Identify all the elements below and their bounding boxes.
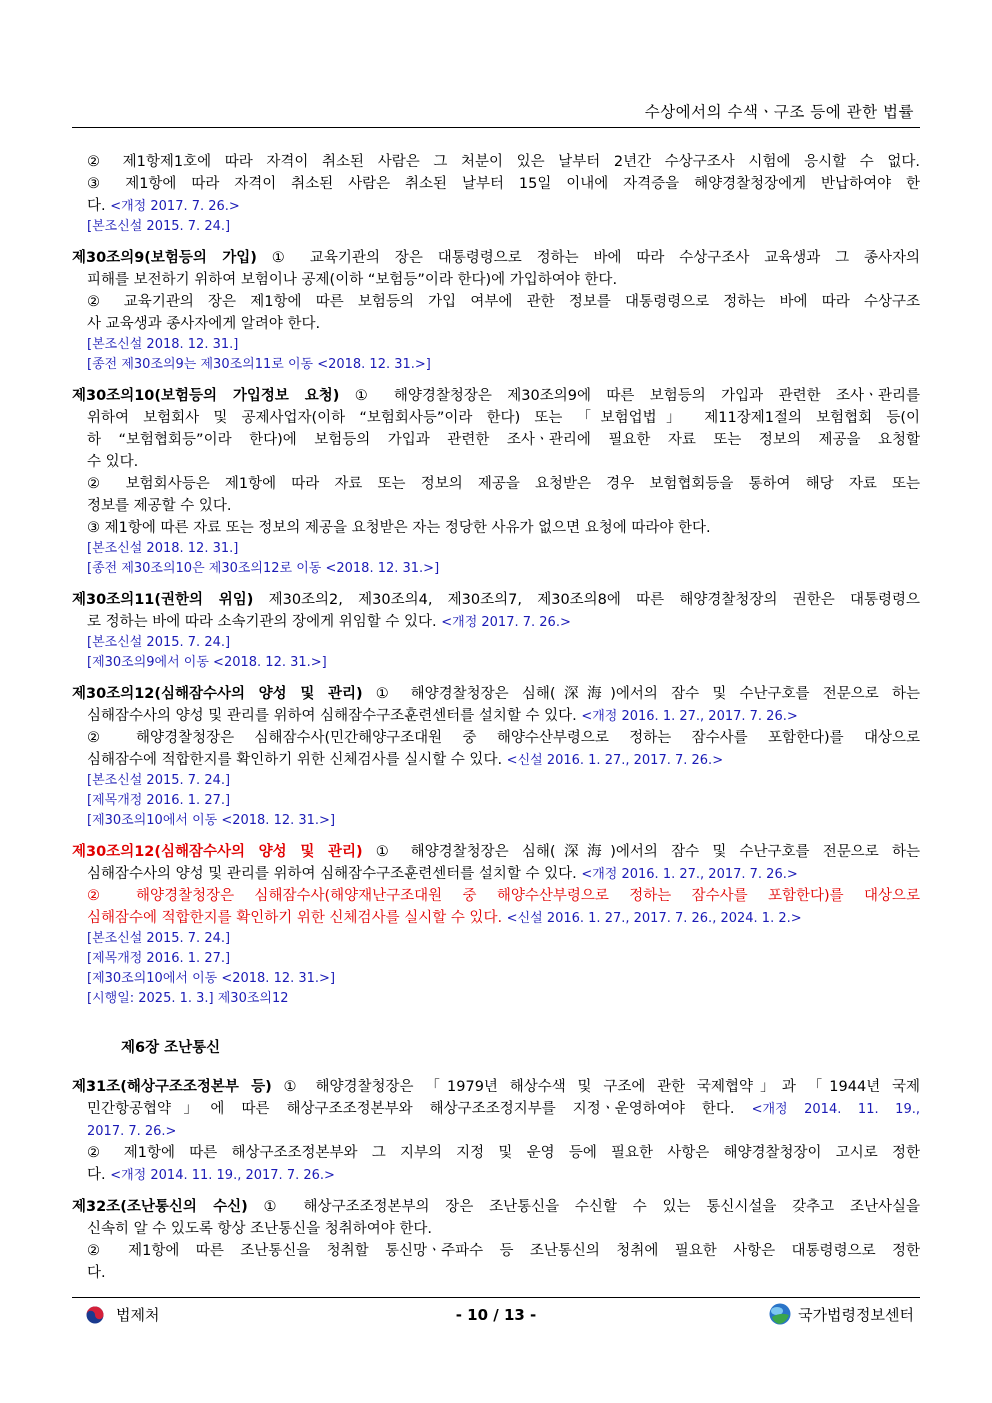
line-text: 다. xyxy=(87,198,111,214)
line-text: 심해잠수사의 양성 및 관리를 위하여 심해잠수구조훈련센터를 설치할 수 있다. xyxy=(87,866,582,882)
line-text: [시행일: 2025. 1. 3.] 제30조의12 xyxy=(87,991,289,1006)
line-text: [본조신설 2015. 7. 24.] xyxy=(87,219,231,234)
line-text: ① 해양경찰청장은 「1979년 해상수색 및 구조에 관한 국제협약」과 「1944년 국제 xyxy=(271,1079,920,1095)
line-text: 심해잠수사의 양성 및 관리를 위하여 심해잠수구조훈련센터를 설치할 수 있다. xyxy=(87,708,582,724)
line-text: [본조신설 2015. 7. 24.] xyxy=(87,931,231,946)
footer-center-label: 국가법령정보센터 xyxy=(798,1305,914,1324)
footer-publisher-label: 법제처 xyxy=(116,1306,160,1324)
line-text: 사 교육생과 종사자에게 알려야 한다. xyxy=(87,316,321,332)
text-line xyxy=(72,451,920,473)
amendment-note: <신설 2016. 1. 27., 2017. 7. 26., 2024. 1. 2.> xyxy=(506,911,802,926)
globe-logo-icon xyxy=(768,1302,792,1326)
text-line xyxy=(72,517,920,539)
text-line xyxy=(72,269,920,291)
line-text: 심해잠수에 적합한지를 확인하기 위한 신체검사를 실시할 수 있다. xyxy=(87,910,507,926)
amendment-note: <개정 2017. 7. 26.> xyxy=(441,615,571,630)
page-number: - 10 / 13 - xyxy=(455,1306,537,1324)
line-text: 위하여 보험회사 및 공제사업자(이하 “보험회사등”이라 한다) 또는 「보험업법」 제11장제1절의 보험협회 등(이 xyxy=(87,410,920,426)
article-title: 제30조의10(보험등의 가입정보 요청) xyxy=(72,388,340,404)
text-line xyxy=(72,1142,920,1164)
line-text: 신속히 알 수 있도록 항상 조난통신을 청취하여야 한다. xyxy=(87,1221,433,1237)
line-text: ② 해양경찰청장은 심해잠수사(민간해양구조대원 중 해양수산부령으로 정하는 잠수사를 포함한다)를 대상으로 xyxy=(87,730,920,746)
text-line xyxy=(72,495,920,517)
text-line xyxy=(72,885,920,907)
amendment-note: <개정 2016. 1. 27., 2017. 7. 26.> xyxy=(581,709,798,724)
line-text: ① 해상구조조정본부의 장은 조난통신을 수신할 수 있는 통신시설을 갖추고 조난사실을 xyxy=(247,1199,920,1215)
line-text: ① 해양경찰청장은 심해(深海)에서의 잠수 및 수난구호를 전문으로 하는 xyxy=(362,686,920,702)
amendment-note: <개정 2014. 11. 19., xyxy=(751,1102,920,1117)
line-text: 제30조의2, 제30조의4, 제30조의7, 제30조의8에 따른 해양경찰청장의 권한은 대통령령으 xyxy=(253,592,920,608)
line-text: ② 해양경찰청장은 심해잠수사(해양재난구조대원 중 해양수산부령으로 정하는 잠수사를 포함한다)를 대상으로 xyxy=(87,888,920,904)
amendment-note: <신설 2016. 1. 27., 2017. 7. 26.> xyxy=(506,753,724,768)
history-note xyxy=(72,949,920,969)
line-text: [제30조의10에서 이동 <2018. 12. 31.>] xyxy=(87,813,336,828)
history-note xyxy=(72,771,920,791)
history-note xyxy=(72,811,920,831)
text-line xyxy=(72,173,920,195)
running-header-title: 수상에서의 수색ㆍ구조 등에 관한 법률 xyxy=(644,103,914,121)
text-line xyxy=(72,473,920,495)
line-text: 다. xyxy=(87,1167,111,1183)
amendment-note: <개정 2017. 7. 26.> xyxy=(110,199,240,214)
line-text: [종전 제30조의9는 제30조의11로 이동 <2018. 12. 31.>] xyxy=(87,357,431,372)
article-title: 제31조(해상구조조정본부 등) xyxy=(72,1079,272,1095)
line-text: ③ 제1항에 따른 자료 또는 정보의 제공을 요청받은 자는 정당한 사유가 없으면 요청에 따라야 한다. xyxy=(87,520,711,536)
text-line xyxy=(72,589,920,611)
line-text: 수 있다. xyxy=(87,454,139,470)
line-text: ① 해양경찰청장은 제30조의9에 따른 보험등의 가입과 관련한 조사ㆍ관리를 xyxy=(339,388,920,404)
text-line xyxy=(72,1196,920,1218)
history-note xyxy=(72,791,920,811)
line-text: 민간항공협약」에 따른 해상구조조정본부와 해상구조조정지부를 지정ㆍ운영하여야 한다. xyxy=(87,1101,752,1117)
text-line xyxy=(72,907,920,929)
line-text: 피해를 보전하기 위하여 보험이나 공제(이하 “보험등”이라 한다)에 가입하여야 한다. xyxy=(87,272,618,288)
text-line xyxy=(72,841,920,863)
text-line xyxy=(72,1076,920,1098)
text-line xyxy=(72,1120,920,1142)
law-text-body xyxy=(72,151,920,1284)
line-text: ① 해양경찰청장은 심해(深海)에서의 잠수 및 수난구호를 전문으로 하는 xyxy=(362,844,920,860)
article-title: 제32조(조난통신의 수신) xyxy=(72,1199,248,1215)
article-title: 제30조의12(심해잠수사의 양성 및 관리) xyxy=(72,686,363,702)
history-note xyxy=(72,989,920,1009)
line-text: ② 제1항에 따른 조난통신을 청취할 통신망ㆍ주파수 등 조난통신의 청취에 필요한 사항은 대통령령으로 정한 xyxy=(87,1243,920,1259)
text-line xyxy=(72,291,920,313)
line-text: [본조신설 2018. 12. 31.] xyxy=(87,337,239,352)
history-note xyxy=(72,539,920,559)
line-text: [제목개정 2016. 1. 27.] xyxy=(87,951,231,966)
line-text: [본조신설 2018. 12. 31.] xyxy=(87,541,239,556)
line-text: 제6장 조난통신 xyxy=(121,1040,221,1056)
text-line xyxy=(72,727,920,749)
text-line xyxy=(72,195,920,217)
text-line xyxy=(72,683,920,705)
text-line xyxy=(72,247,920,269)
history-note xyxy=(72,217,920,237)
article-title: 제30조의11(권한의 위임) xyxy=(72,592,254,608)
line-text: ② 제1항제1호에 따라 자격이 취소된 사람은 그 처분이 있은 날부터 2년간 수상구조사 시험에 응시할 수 없다. xyxy=(87,154,920,170)
text-line xyxy=(72,151,920,173)
text-line xyxy=(72,611,920,633)
line-text: [제목개정 2016. 1. 27.] xyxy=(87,793,231,808)
line-text: [제30조의9에서 이동 <2018. 12. 31.>] xyxy=(87,655,327,670)
text-line xyxy=(72,385,920,407)
text-line xyxy=(72,749,920,771)
history-note xyxy=(72,929,920,949)
history-note xyxy=(72,653,920,673)
line-text: 심해잠수에 적합한지를 확인하기 위한 신체검사를 실시할 수 있다. xyxy=(87,752,507,768)
text-line xyxy=(72,863,920,885)
line-text: 하 “보험협회등”이라 한다)에 보험등의 가입과 관련한 조사ㆍ관리에 필요한 자료 또는 정보의 제공을 요청할 xyxy=(87,432,920,448)
amendment-note: 2017. 7. 26.> xyxy=(87,1124,177,1139)
text-line xyxy=(72,429,920,451)
history-note xyxy=(72,559,920,579)
text-line xyxy=(72,313,920,335)
text-line xyxy=(72,407,920,429)
chapter-heading xyxy=(72,1037,920,1059)
line-text: 로 정하는 바에 따라 소속기관의 장에게 위임할 수 있다. xyxy=(87,614,442,630)
footer-center-name xyxy=(768,1302,914,1326)
article-title: 제30조의9(보험등의 가입) xyxy=(72,250,257,266)
line-text: 다. xyxy=(87,1265,106,1281)
line-text: [종전 제30조의10은 제30조의12로 이동 <2018. 12. 31.>] xyxy=(87,561,440,576)
article-title: 제30조의12(심해잠수사의 양성 및 관리) xyxy=(72,844,363,860)
line-text: ③ 제1항에 따라 자격이 취소된 사람은 취소된 날부터 15일 이내에 자격증을 해양경찰청장에게 반납하여야 한 xyxy=(87,176,920,192)
line-text: ② 보험회사등은 제1항에 따라 자료 또는 정보의 제공을 요청받은 경우 보험협회등을 통하여 해당 자료 또는 xyxy=(87,476,920,492)
line-text: [본조신설 2015. 7. 24.] xyxy=(87,635,231,650)
footer-rule xyxy=(72,1297,920,1298)
line-text: ① 교육기관의 장은 대통령령으로 정하는 바에 따라 수상구조사 교육생과 그 종사자의 xyxy=(256,250,920,266)
history-note xyxy=(72,335,920,355)
amendment-note: <개정 2014. 11. 19., 2017. 7. 26.> xyxy=(110,1168,335,1183)
text-line xyxy=(72,1218,920,1240)
amendment-note: <개정 2016. 1. 27., 2017. 7. 26.> xyxy=(581,867,798,882)
text-line xyxy=(72,705,920,727)
history-note xyxy=(72,969,920,989)
history-note xyxy=(72,633,920,653)
history-note xyxy=(72,355,920,375)
header-rule xyxy=(72,127,920,128)
line-text: [본조신설 2015. 7. 24.] xyxy=(87,773,231,788)
line-text: ② 제1항에 따른 해상구조조정본부와 그 지부의 지정 및 운영 등에 필요한 사항은 해양경찰청장이 고시로 정한 xyxy=(87,1145,920,1161)
text-line xyxy=(72,1098,920,1120)
line-text: [제30조의10에서 이동 <2018. 12. 31.>] xyxy=(87,971,336,986)
text-line xyxy=(72,1262,920,1284)
text-line xyxy=(72,1164,920,1186)
line-text: 정보를 제공할 수 있다. xyxy=(87,498,232,514)
text-line xyxy=(72,1240,920,1262)
line-text: ② 교육기관의 장은 제1항에 따른 보험등의 가입 여부에 관한 정보를 대통령령으로 정하는 바에 따라 수상구조 xyxy=(87,294,920,310)
